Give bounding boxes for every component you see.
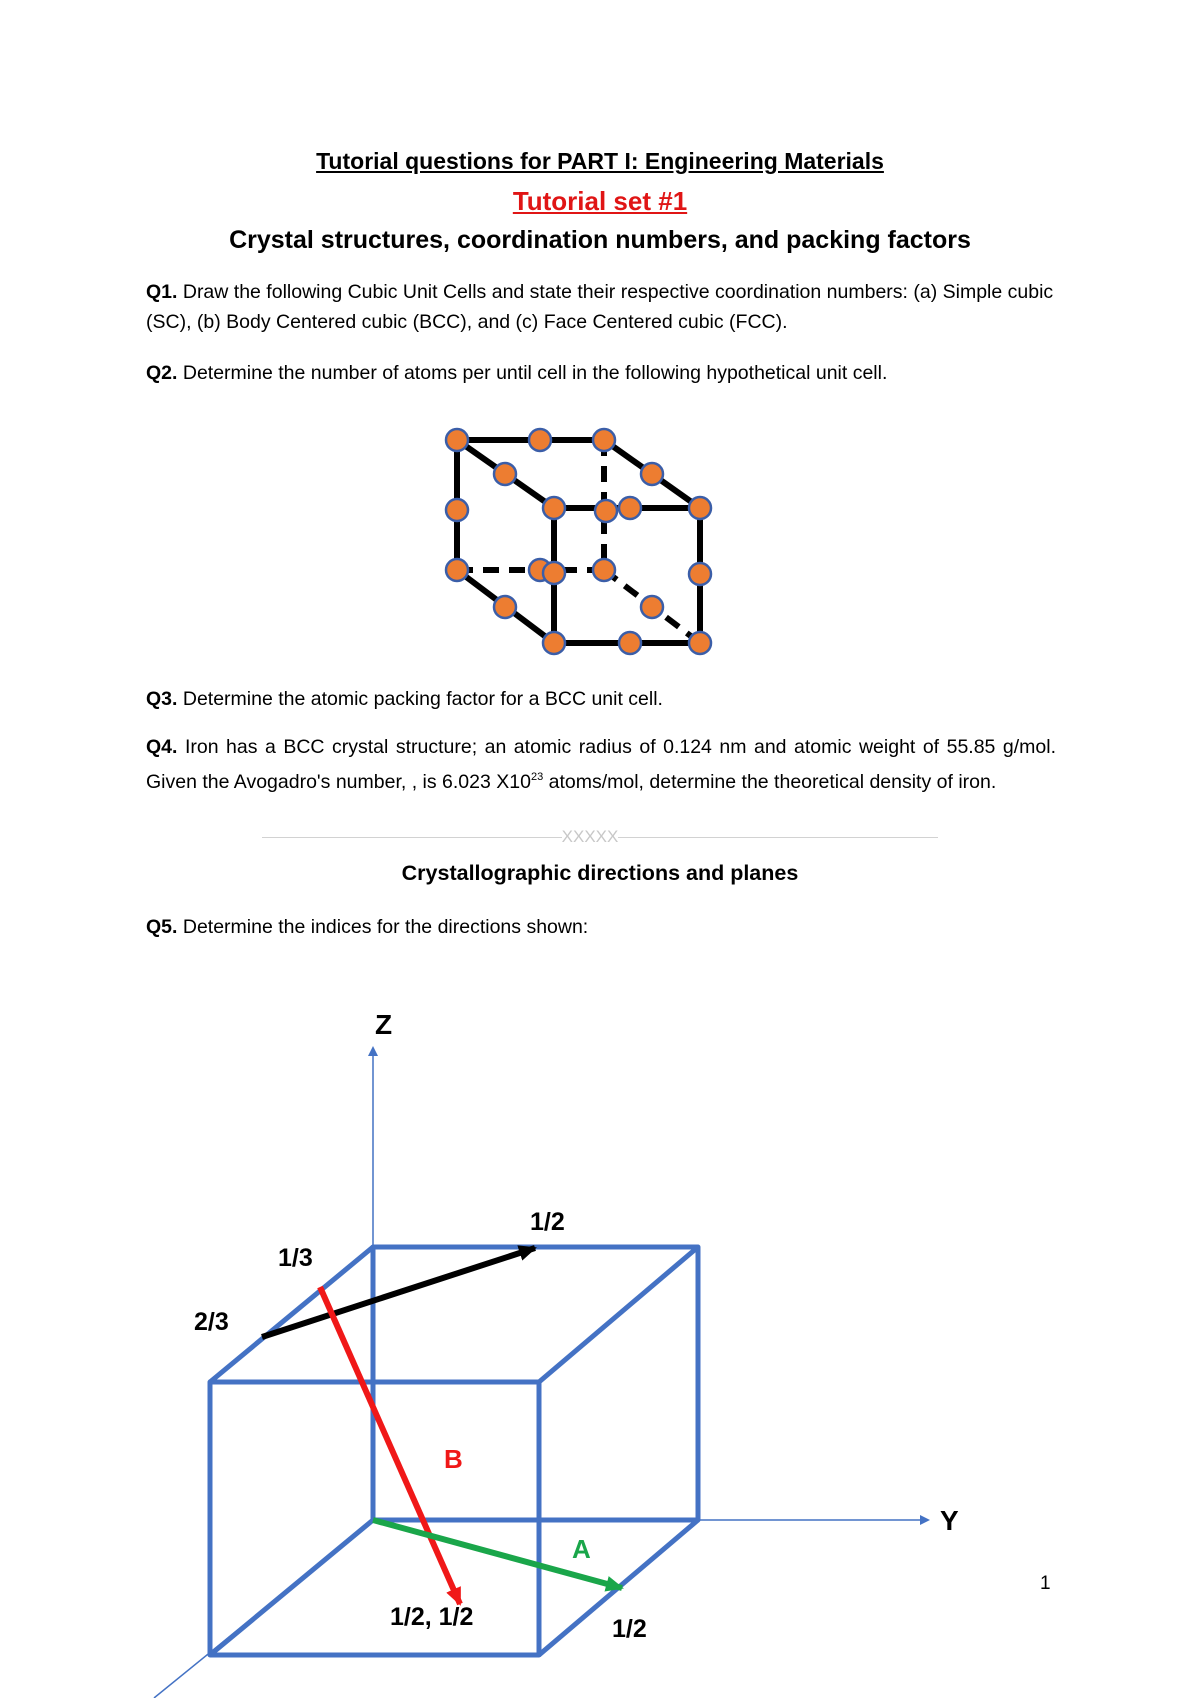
q1-label: Q1. <box>146 281 178 303</box>
course-title: Tutorial questions for PART I: Engineering Materials <box>316 148 884 174</box>
label-b: B <box>444 1444 463 1474</box>
label-half-half: 1/2, 1/2 <box>390 1603 474 1631</box>
q5-text: Determine the indices for the directions shown: <box>177 916 589 938</box>
set-title: Tutorial set #1 <box>512 186 688 216</box>
q3-label: Q3. <box>146 688 178 710</box>
label-one-third: 1/3 <box>278 1244 313 1272</box>
label-a: A <box>572 1534 591 1564</box>
section2-title: Crystallographic directions and planes <box>401 861 799 885</box>
q4-text-after: atoms/mol, determine the theoretical density of iron. <box>543 771 997 793</box>
q4-superscript: 23 <box>530 771 544 783</box>
direction-b-arrow <box>320 1287 460 1604</box>
y-axis-label: Y <box>940 1505 959 1536</box>
q1-text: Draw the following Cubic Unit Cells and state their respective coordination numbers: (a) Simple cubic (SC), (b) Body Centered cubic (BCC), and (c) Face Centered cubic (FCC). <box>146 281 1054 333</box>
q4-label: Q4. <box>146 736 178 758</box>
q4-text-before: Iron has a BCC crystal structure; an atomic radius of 0.124 nm and atomic weight of 55.85 g/mol. Given the Avogadro's number, , is 6.023 X10 <box>146 736 1056 793</box>
label-two-thirds: 2/3 <box>194 1308 229 1336</box>
q2-text: Determine the number of atoms per until cell in the following hypothetical unit cell. <box>177 362 888 384</box>
z-axis-label: Z <box>375 1009 393 1040</box>
q5-label: Q5. <box>146 916 178 938</box>
section1-title: Crystal structures, coordination numbers, and packing factors <box>229 226 971 254</box>
label-bottom-half: 1/2 <box>612 1615 647 1643</box>
page-number: 1 <box>1040 1573 1051 1594</box>
separator-text: XXXXX <box>561 827 619 846</box>
q2-label: Q2. <box>146 362 178 384</box>
label-top-half: 1/2 <box>530 1208 565 1236</box>
q3-text: Determine the atomic packing factor for a BCC unit cell. <box>177 688 663 710</box>
